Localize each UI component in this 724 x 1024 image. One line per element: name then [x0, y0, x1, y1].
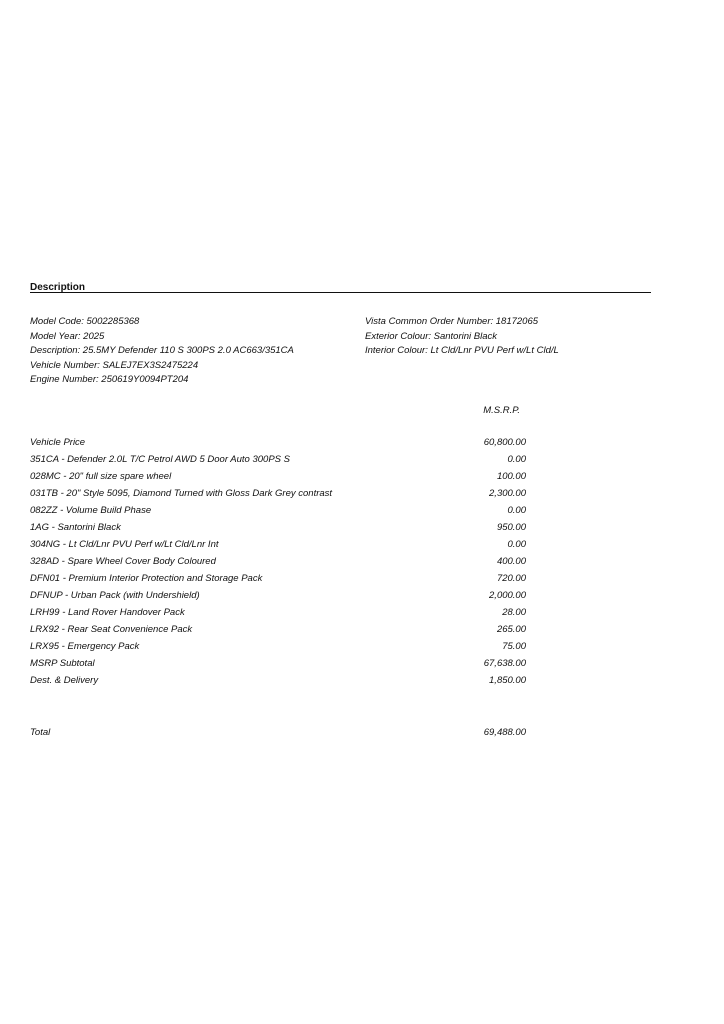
model-code: Model Code: 5002285368 [30, 316, 140, 327]
price-row-amount: 265.00 [496, 624, 526, 635]
price-row [30, 504, 526, 521]
price-row [30, 453, 526, 470]
price-row [30, 436, 526, 453]
vehicle-info-right [365, 315, 665, 359]
price-row-amount: 950.00 [496, 522, 526, 533]
price-row [30, 521, 526, 538]
price-row-amount: 2,000.00 [489, 590, 526, 601]
price-row-amount: 75.00 [502, 641, 526, 652]
price-row-amount: 400.00 [496, 556, 526, 567]
engine-number: Engine Number: 250619Y0094PT204 [30, 374, 189, 386]
price-row-label: 082ZZ - Volume Build Phase [30, 505, 152, 516]
price-row-amount: 2,300.00 [489, 488, 526, 499]
price-row-amount: 0.00 [507, 539, 526, 550]
price-row [30, 589, 526, 606]
vehicle-description: Description: 25.5MY Defender 110 S 300PS 2.0 AC663/351CA [30, 345, 294, 357]
price-items [30, 436, 526, 691]
price-row-amount: 28.00 [502, 607, 526, 618]
price-row [30, 606, 526, 623]
price-row-label: DFN01 - Premium Interior Protection and Storage Pack [30, 573, 263, 584]
price-row-amount: 0.00 [507, 454, 526, 465]
price-row [30, 640, 526, 657]
price-row [30, 555, 526, 572]
price-row-label: LRX92 - Rear Seat Convenience Pack [30, 624, 193, 635]
price-row-amount: 1,850.00 [489, 675, 526, 686]
price-row [30, 538, 526, 555]
price-row-label: MSRP Subtotal [30, 658, 95, 669]
price-row [30, 470, 526, 487]
description-heading: Description [30, 282, 86, 293]
price-row-label: 031TB - 20" Style 5095, Diamond Turned with Gloss Dark Grey contrast [30, 488, 333, 499]
model-year: Model Year: 2025 [30, 330, 105, 342]
price-row-label: 304NG - Lt Cld/Lnr PVU Perf w/Lt Cld/Lnr Int [30, 539, 219, 550]
price-row-label: LRH99 - Land Rover Handover Pack [30, 607, 185, 618]
price-row [30, 487, 526, 504]
vehicle-info-left [30, 315, 360, 388]
price-row [30, 674, 526, 691]
total-label: Total [30, 727, 51, 738]
price-row-label: 328AD - Spare Wheel Cover Body Coloured [30, 556, 216, 567]
price-row [30, 572, 526, 589]
price-row-label: 351CA - Defender 2.0L T/C Petrol AWD 5 Door Auto 300PS S [30, 454, 290, 465]
price-row-amount: 0.00 [507, 505, 526, 516]
total-amount: 69,488.00 [483, 727, 526, 738]
heading-divider [30, 292, 651, 293]
price-row-label: DFNUP - Urban Pack (with Undershield) [30, 590, 200, 601]
price-row [30, 623, 526, 640]
exterior-colour: Exterior Colour: Santorini Black [365, 330, 497, 342]
price-row [30, 657, 526, 674]
price-row-amount: 720.00 [496, 573, 526, 584]
price-row-amount: 60,800.00 [483, 437, 526, 448]
price-row-label: 028MC - 20" full size spare wheel [30, 471, 172, 482]
interior-colour: Interior Colour: Lt Cld/Lnr PVU Perf w/Lt Cld/L [365, 345, 559, 357]
price-row-label: 1AG - Santorini Black [30, 522, 121, 533]
total-row [30, 726, 526, 743]
price-row-label: Dest. & Delivery [30, 675, 99, 686]
price-row-label: LRX95 - Emergency Pack [30, 641, 140, 652]
vehicle-number: Vehicle Number: SALEJ7EX3S2475224 [30, 359, 199, 371]
price-row-label: Vehicle Price [30, 437, 86, 448]
order-number: Vista Common Order Number: 18172065 [365, 316, 539, 327]
price-row-amount: 100.00 [496, 471, 526, 482]
msrp-column-header: M.S.R.P. [483, 405, 520, 416]
price-row-amount: 67,638.00 [483, 658, 526, 669]
